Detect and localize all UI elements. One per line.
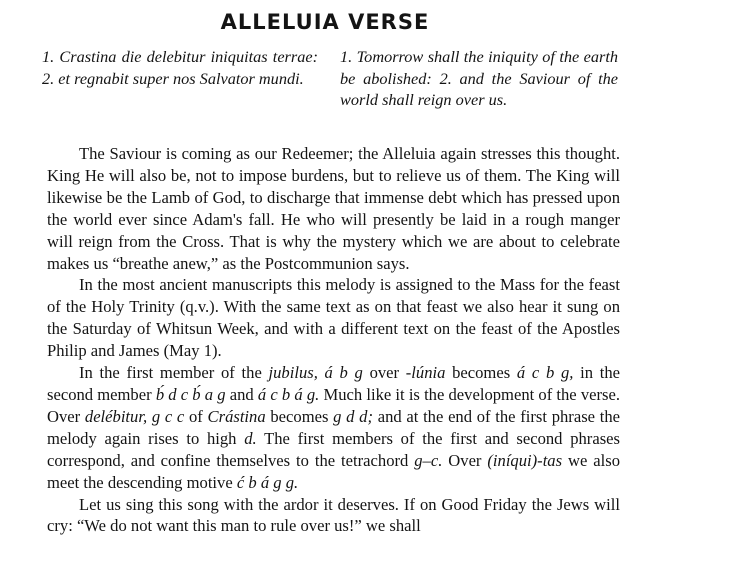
commentary-body	[47, 143, 620, 537]
italic-run: jubilus, á b g	[268, 363, 363, 383]
paragraph-4: Let us sing this song with the ardor it deserves. If on Good Friday the Jews will cry: “We do not want this man to rule over us!” we shall	[47, 494, 620, 536]
italic-run: d.	[244, 428, 257, 448]
italic-run: á c b g,	[516, 363, 574, 383]
text-run: In the first member of the	[79, 363, 269, 383]
italic-run: delébitur, g c c	[84, 406, 185, 426]
italic-run: á c b á g.	[257, 384, 320, 404]
text-run: becomes	[265, 406, 334, 426]
paragraph-2: In the most ancient manuscripts this melody is assigned to the Mass for the feast of the Holy Trinity (q.v.). With the same text as on that feast we also hear it sung on the Saturday of Whitsun Week, and with a different text on the feast of the Apostles Philip and James (May 1).	[47, 275, 620, 361]
paragraph-1: The Saviour is coming as our Redeemer; the Alleluia again stresses this thought. King He will also be, not to impose burdens, but to relieve us of them. The King will likewise be the Lamb of God, to discharge that immense debt which has pressed upon the world ever since Adam's fall. He who will presently be laid in a rough manger will reign from the Cross. That is why the mystery which we are about to celebrate makes us “breathe anew,” as the Postcommunion says.	[47, 144, 620, 273]
italic-run: Crástina	[207, 406, 266, 426]
text-run: of	[184, 406, 208, 426]
text-run: in the second member	[47, 363, 620, 404]
text-run: Much like it is the development of the verse. Over	[47, 384, 621, 426]
text-run: Over	[442, 450, 488, 470]
italic-run: (iníqui)-tas	[487, 450, 563, 470]
text-run: The first members of the first and second phrases correspond, and confine themselves to the tetrachord	[47, 428, 620, 470]
italic-run: g d d;	[333, 406, 373, 426]
text-run: and at the end of the first phrase the melody again rises to high	[47, 406, 620, 448]
text-run: we also meet the descending motive	[47, 450, 620, 492]
italic-run: b́ d c b́ a g	[155, 384, 226, 404]
verse-latin: 1. Crastina die delebitur iniquitas terrae: 2. et regnabit super nos Salvator mundi.	[42, 47, 318, 88]
italic-run: ć b á g g.	[236, 472, 299, 492]
italic-run: g–c.	[414, 450, 443, 470]
text-run: and	[225, 384, 258, 404]
text-run: over	[362, 363, 406, 383]
paragraph-3	[47, 362, 620, 493]
italic-run: -lúnia	[405, 363, 446, 383]
section-title: ALLELUIA VERSE	[220, 10, 430, 34]
text-run: becomes	[445, 363, 517, 383]
verse-english: 1. Tomorrow shall the iniquity of the earth be abolished: 2. and the Saviour of the world shall reign over us.	[340, 47, 618, 109]
